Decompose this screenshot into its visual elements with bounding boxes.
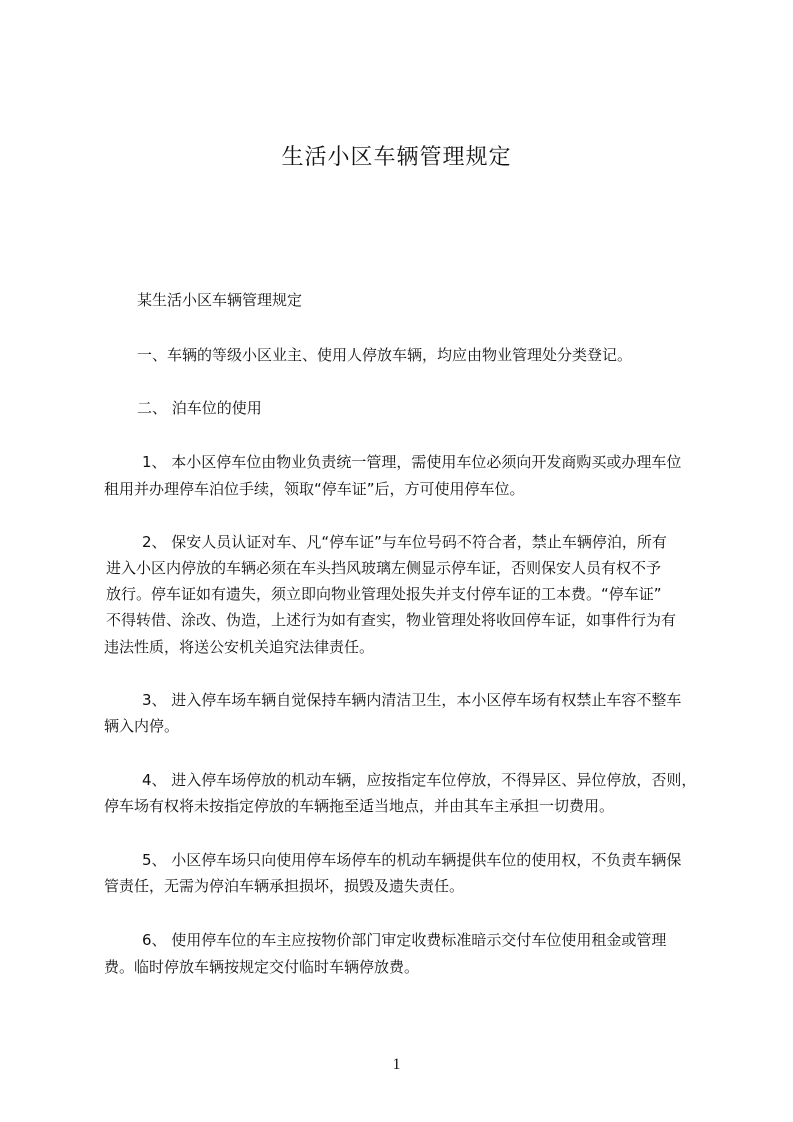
paragraph-line: 4、 进入停车场停放的机动车辆，应按指定车位停放，不得异区、异位停放，否则， [142,771,697,789]
page-number: 1 [392,1056,401,1073]
paragraph-line: 6、 使用停车位的车主应按物价部门审定收费标准暗示交付车位使用租金或管理 [142,931,667,949]
section-2-heading: 二、 泊车位的使用 [137,399,262,417]
document-title: 生活小区车辆管理规定 [281,145,512,170]
paragraph-line: 不得转借、涂改、伪造，上述行为如有查实，物业管理处将收回停车证，如事件行为有 [106,611,677,629]
paragraph-line: 1、 本小区停车位由物业负责统一管理，需使用车位必须向开发商购买或办理车位 [142,453,682,471]
paragraph-line: 辆入内停。 [104,717,180,735]
paragraph-line: 进入小区内停放的车辆必须在车头挡风玻璃左侧显示停车证，否则保安人员有权不予 [106,559,662,577]
paragraph-line: 放行。停车证如有遗失，须立即向物业管理处报失并支付停车证的工本费。“停车证” [106,585,662,603]
document-subtitle: 某生活小区车辆管理规定 [137,291,303,309]
paragraph-line: 2、 保安人员认证对车、凡“停车证”与车位号码不符合者，禁止车辆停泊，所有 [142,533,667,551]
paragraph-line: 停车场有权将未按指定停放的车辆拖至适当地点，并由其车主承担一切费用。 [104,797,615,815]
section-1-paragraph: 一、车辆的等级小区业主、使用人停放车辆，均应由物业管理处分类登记。 [137,346,633,364]
paragraph-line: 违法性质，将送公安机关追究法律责任。 [104,638,375,656]
paragraph-line: 费。临时停放车辆按规定交付临时车辆停放费。 [104,958,420,976]
paragraph-line: 3、 进入停车场车辆自觉保持车辆内清洁卫生，本小区停车场有权禁止车容不整车 [142,691,682,709]
paragraph-line: 租用并办理停车泊位手续，领取“停车证”后，方可使用停车位。 [104,480,525,498]
paragraph-line: 管责任，无需为停泊车辆承担损坏，损毁及遗失责任。 [104,877,465,895]
paragraph-line: 5、 小区停车场只向使用停车场停车的机动车辆提供车位的使用权，不负责车辆保 [142,851,682,869]
